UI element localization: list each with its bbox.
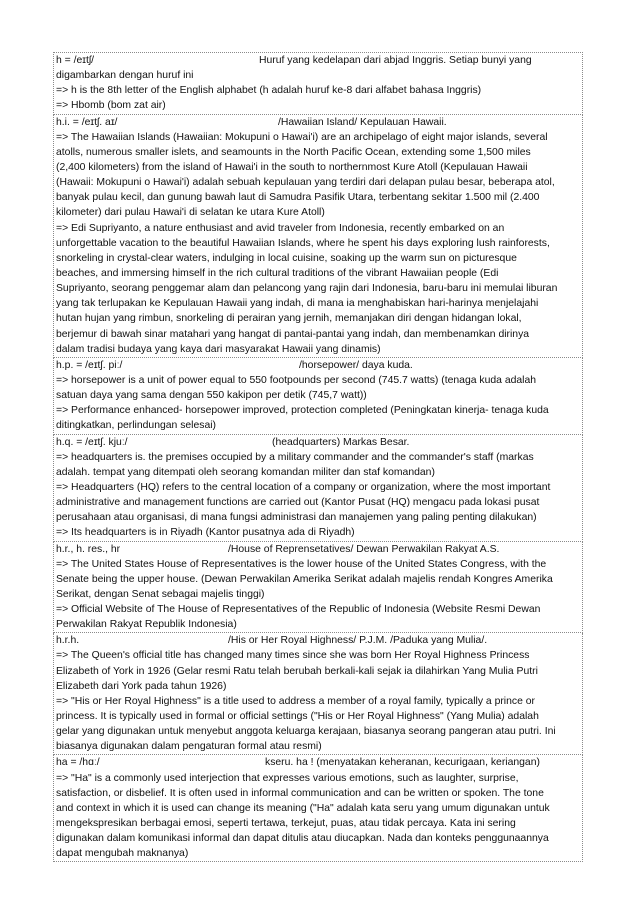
entry-line: => h is the 8th letter of the English alphabet (h adalah huruf ke-8 dari alfabet bahasa Inggris): [56, 85, 482, 97]
entry-line: unforgettable vacation to the beautiful Hawaiian Islands, where he spent his days exploring lush rainforests,: [56, 237, 550, 249]
entry-line: beaches, and immersing himself in the rich cultural traditions of the vibrant Hawaiian people (Edi: [56, 267, 499, 279]
entry-line: biasanya digunakan dalam pengaturan formal atau resmi): [56, 741, 322, 753]
entry-translation: (headquarters) Markas Besar.: [272, 436, 410, 448]
entry-ha: [53, 755, 583, 862]
entry-line: satisfaction, or disbelief. It is often used in informal communication and can be written or spoken. The tone: [56, 787, 544, 799]
entry-line: => headquarters is. the premises occupied by a military commander and the commander's staff (markas: [56, 451, 534, 463]
entry-line: hutan hujan yang rimbun, snorkeling di perairan yang jernih, memanjakan diri dengan hidangan lokal,: [56, 313, 522, 325]
entry-term: h.p. = /eɪtʃ. piː/: [56, 359, 123, 371]
entry-line: and context in which it is used can change its meaning ("Ha" adalah kata seru yang umum digunakan untuk: [56, 802, 550, 814]
entry-line: => "Ha" is a commonly used interjection that expresses various emotions, such as laughter, surprise,: [56, 772, 519, 784]
entry-hrh: [53, 633, 583, 755]
dictionary-document: [53, 52, 583, 862]
entry-line: adalah. tempat yang ditempati oleh seorang komandan militer dan staf komandan): [56, 466, 435, 478]
entry-term: h = /eɪtʃ/: [56, 55, 95, 66]
entry-line: banyak pulau kecil, dan gunung bawah laut di Samudra Pasifik Utara, terbentang sekitar 1.500 mil (2.400: [56, 192, 540, 204]
entry-translation: /horsepower/ daya kuda.: [299, 359, 413, 371]
entry-term: ha = /hɑː/: [56, 757, 100, 769]
entry-header: [54, 358, 582, 373]
entry-line: digambarkan dengan huruf ini: [56, 70, 194, 82]
entry-header: [54, 53, 582, 68]
entry-line: => The Queen's official title has changed many times since she was born Her Royal Highness Princess: [56, 650, 530, 662]
entry-line: princess. It is typically used in formal or official settings ("His or Her Royal Highness" (Yang Mulia) adalah: [56, 711, 539, 723]
entry-line: => horsepower is a unit of power equal to 550 footpounds per second (745.7 watts) (tenaga kuda adalah: [56, 374, 537, 386]
entry-line: berjemur di bawah sinar matahari yang hangat di pantai-pantai yang indah, dan membenamkan dirinya: [56, 328, 530, 340]
entry-line: dapat mengubah maknanya): [56, 848, 189, 860]
entry-line: => Hbomb (bom zat air): [56, 100, 166, 112]
entry-line: satuan daya yang sama dengan 550 kakipon per detik (745,7 watt)): [56, 390, 367, 402]
entry-term: h.q. = /eɪtʃ. kjuː/: [56, 436, 128, 448]
entry-line: Serikat, dengan Senat sebagai majelis tinggi): [56, 588, 265, 600]
entry-hi: [53, 115, 583, 358]
entry-line: => "His or Her Royal Highness" is a title used to address a member of a royal family, typically a prince or: [56, 695, 535, 707]
entry-hq: [53, 435, 583, 542]
entry-term: h.i. = /eɪtʃ. aɪ/: [56, 116, 118, 128]
entry-line: => Performance enhanced- horsepower improved, protection completed (Peningkatan kinerja- tenaga kuda: [56, 405, 549, 417]
entry-line: Supriyanto, seorang penggemar alam dan pelancong yang rajin dari Indonesia, baru-baru ini memulai liburan: [56, 283, 558, 295]
entry-line: (2,400 kilometers) from the island of Hawai'i in the south to northernmost Kure Atoll (Kepulauan Hawaii: [56, 161, 528, 173]
entry-translation: /His or Her Royal Highness/ P.J.M. /Paduka yang Mulia/.: [228, 635, 488, 647]
entry-line: kilometer) dari pulau Hawai'i di selatan ke utara Kure Atoll): [56, 207, 325, 219]
entry-line: => Official Website of The House of Representatives of the Republic of Indonesia (Website Resmi Dewan: [56, 604, 541, 616]
entry-header: [54, 435, 582, 450]
entry-translation: kseru. ha ! (menyatakan keheranan, kecurigaan, keriangan): [265, 757, 540, 769]
entry-line: dalam tradisi budaya yang kaya dari masyarakat Hawaii yang dinamis): [56, 343, 381, 355]
entry-hp: [53, 358, 583, 435]
entry-line: mengekspresikan berbagai emosi, seperti tertawa, terkejut, puas, atau tidak percaya. Kata ini sering: [56, 818, 516, 830]
entry-line: digunakan dalam komunikasi informal dan dapat ditulis atau diucapkan. Nada dan konteks penggunaannya: [56, 833, 549, 845]
entry-line: => The United States House of Representatives is the lower house of the United States Congress, with the: [56, 558, 547, 570]
entry-line: (Hawaii: Mokupuni o Hawai'i) adalah sebuah kepulauan yang terdiri dari delapan pulau besar, beberapa atol,: [56, 177, 555, 189]
entry-line: => Edi Supriyanto, a nature enthusiast and avid traveler from Indonesia, recently embarked on an: [56, 222, 505, 234]
entry-line: Elizabeth dari York pada tahun 1926): [56, 680, 227, 692]
entry-line: snorkeling in crystal-clear waters, indulging in local cuisine, soaking up the warm sun on picturesque: [56, 252, 517, 264]
entry-header: [54, 633, 582, 648]
entry-line: ditingkatkan, perlindungan selesai): [56, 420, 217, 432]
entry-translation: Huruf yang kedelapan dari abjad Inggris. Setiap bunyi yang: [259, 55, 532, 66]
entry-line: Perwakilan Rakyat Republik Indonesia): [56, 619, 237, 631]
entry-line: gelar yang digunakan untuk menyebut anggota keluarga kerajaan, biasanya seorang pangeran atau putri. Ini: [56, 726, 556, 738]
entry-line: yang tak terlupakan ke Kepulauan Hawaii yang indah, di mana ia menghabiskan hari-harinya menjelajahi: [56, 298, 539, 310]
entry-line: administrative and management functions are carried out (Kantor Pusat (HQ) mengacu pada lokasi pusat: [56, 497, 540, 509]
entry-line: atolls, numerous smaller islets, and seamounts in the North Pacific Ocean, extending some 1,500 miles: [56, 146, 531, 158]
entry-line: => Headquarters (HQ) refers to the central location of a company or organization, where the most important: [56, 481, 551, 493]
entry-header: [54, 542, 582, 557]
entry-line: perusahaan atau organisasi, di mana fungsi administrasi dan manajemen yang paling penting dilakukan): [56, 512, 537, 524]
entry-line: => Its headquarters is in Riyadh (Kantor pusatnya ada di Riyadh): [56, 527, 355, 539]
entry-line: => The Hawaiian Islands (Hawaiian: Mokupuni o Hawai'i) are an archipelago of eight major islands, several: [56, 131, 548, 143]
entry-header: [54, 115, 582, 130]
entry-translation: /House of Reprensetatives/ Dewan Perwakilan Rakyat A.S.: [228, 543, 500, 555]
entry-h: [53, 52, 583, 115]
entry-line: Senate being the upper house. (Dewan Perwakilan Amerika Serikat adalah majelis rendah Kongres Amerika: [56, 573, 553, 585]
entry-translation: /Hawaiian Island/ Kepulauan Hawaii.: [278, 116, 447, 128]
entry-term: h.r., h. res., hr: [56, 543, 121, 555]
entry-hr: [53, 542, 583, 634]
entry-line: Elizabeth of York in 1926 (Gelar resmi Ratu telah berubah berkali-kali sejak ia dilahirkan Yang Mulia Putri: [56, 665, 538, 677]
entry-header: [54, 755, 582, 770]
entry-term: h.r.h.: [56, 635, 80, 647]
